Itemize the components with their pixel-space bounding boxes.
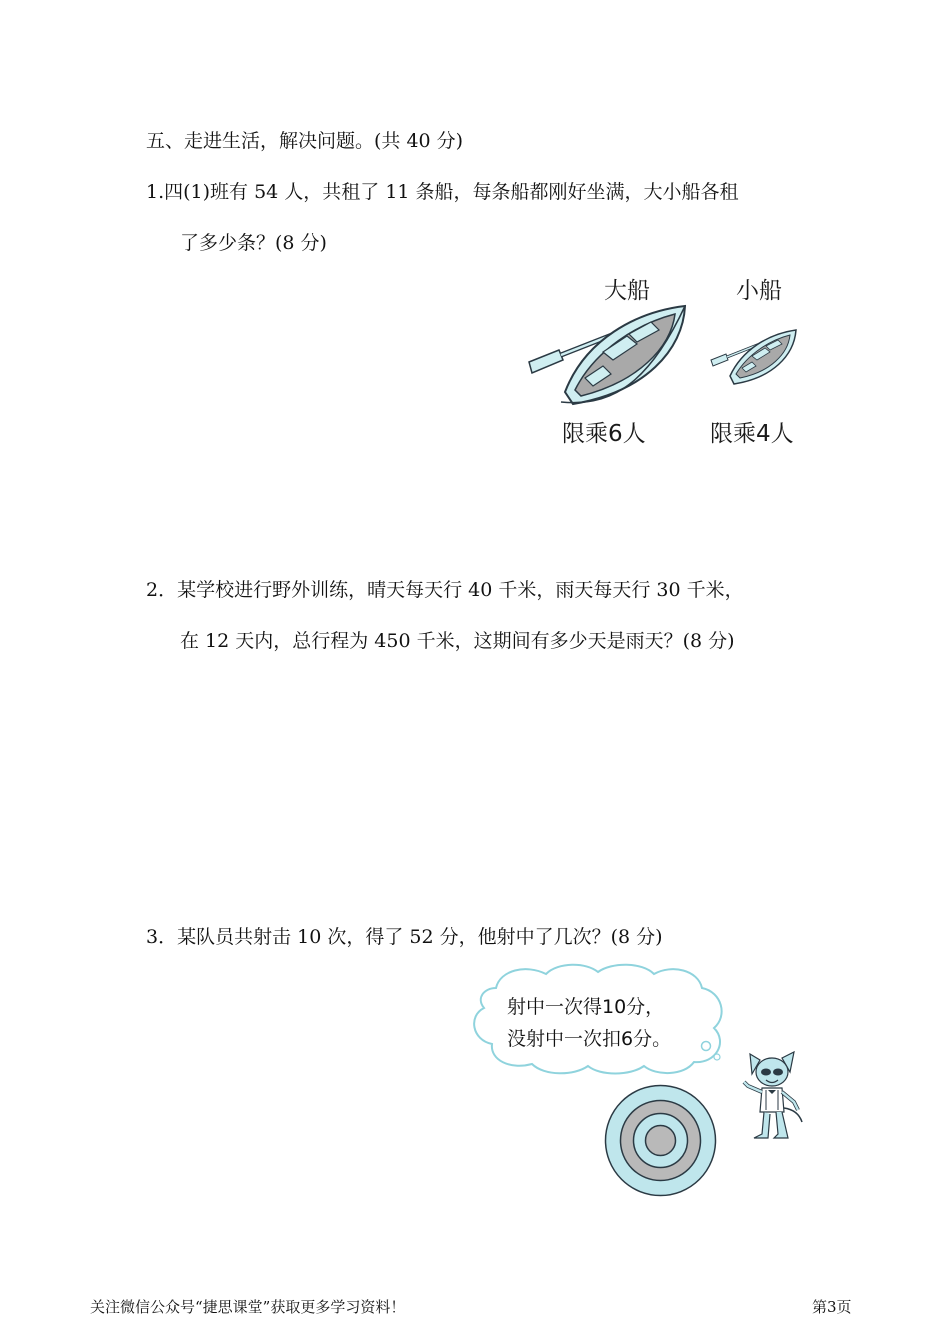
question-3-line-1: 3．某队员共射击 10 次，得了 52 分，他射中了几次？(8 分) (146, 926, 663, 948)
big-boat-capacity: 限乘6人 (562, 421, 646, 447)
big-boat-label: 大船 (604, 278, 650, 304)
question-1-line-2: 了多少条？(8 分) (180, 232, 327, 254)
small-boat-label: 小船 (736, 278, 782, 304)
target-illustration (603, 1083, 718, 1198)
question-2-line-1: 2．某学校进行野外训练，晴天每天行 40 千米，雨天每天行 30 千米， (146, 579, 744, 601)
question-2-line-2: 在 12 天内，总行程为 450 千米，这期间有多少天是雨天？(8 分) (180, 630, 735, 652)
page-number: 第3页 (812, 1298, 852, 1316)
bubble-line-1: 射中一次得10分， (507, 996, 665, 1018)
small-boat-illustration (708, 326, 800, 388)
question-1-line-1: 1.四(1)班有 54 人，共租了 11 条船，每条船都刚好坐满，大小船各租 (146, 181, 739, 203)
small-boat-capacity: 限乘4人 (710, 421, 794, 447)
bubble-line-2: 没射中一次扣6分。 (507, 1028, 672, 1050)
cartoon-dog-icon (742, 1050, 806, 1144)
big-boat-illustration (525, 300, 690, 415)
footer-note: 关注微信公众号“捷思课堂”获取更多学习资料！ (90, 1298, 406, 1316)
section-heading: 五、走进生活，解决问题。(共 40 分) (146, 130, 464, 152)
speech-bubble (466, 960, 736, 1080)
